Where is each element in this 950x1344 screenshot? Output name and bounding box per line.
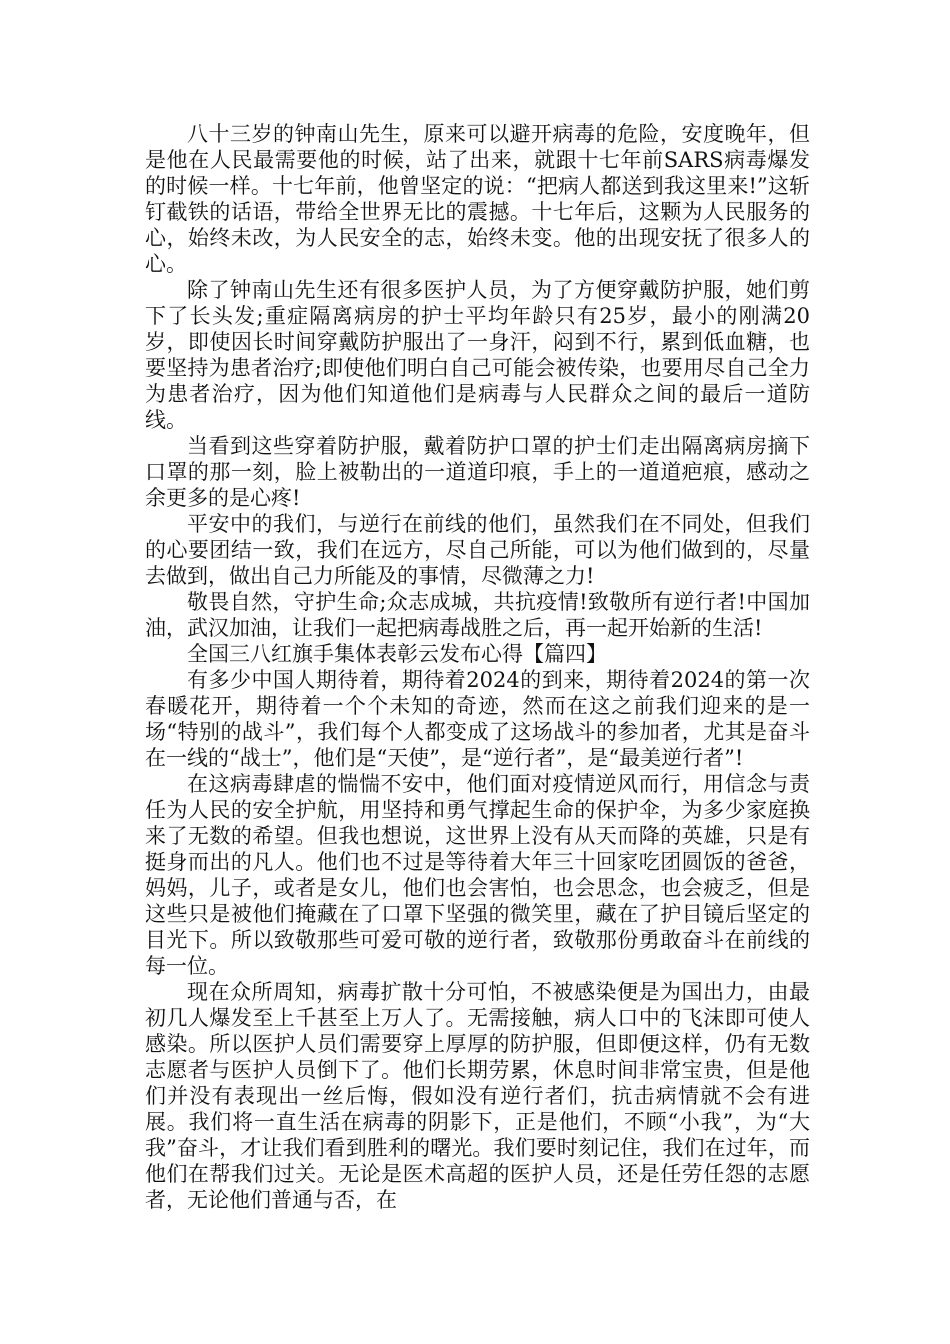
paragraph: 在这病毒肆虐的惴惴不安中，他们面对疫情逆风而行，用信念与责任为人民的安全护航，用坚持和勇气撑起生命的保护伞，为多少家庭换来了无数的希望。但我也想说，这世界上没有从天而降的英雄，只是有挺身而出的凡人。他们也不过是等待着大年三十回家吃团圆饭的爸爸，妈妈，儿子，或者是女儿，他们也会害怕，也会思念，也会疲乏，但是这些只是被他们掩藏在了口罩下坚强的微笑里，藏在了护目镜后坚定的目光下。所以致敬那些可爱可敬的逆行者，致敬那份勇敢奋斗在前线的每一位。 bbox=[145, 772, 810, 978]
paragraph: 敬畏自然，守护生命;众志成城，共抗疫情!致敬所有逆行者!中国加油，武汉加油，让我们一起把病毒战胜之后，再一起开始新的生活! bbox=[145, 590, 810, 640]
document-body bbox=[145, 121, 810, 1213]
paragraph: 平安中的我们，与逆行在前线的他们，虽然我们在不同处，但我们的心要团结一致，我们在远方，尽自己所能，可以为他们做到的，尽量去做到，做出自己力所能及的事情，尽微薄之力! bbox=[145, 512, 810, 588]
paragraph: 八十三岁的钟南山先生，原来可以避开病毒的危险，安度晚年，但是他在人民最需要他的时候，站了出来，就跟十七年前SARS病毒爆发的时候一样。十七年前，他曾坚定的说：“把病人都送到我这里来!”这斩钉截铁的话语，带给全世界无比的震撼。十七年后，这颗为人民服务的心，始终未改，为人民安全的志，始终未变。他的出现安抚了很多人的心。 bbox=[145, 122, 810, 276]
paragraph: 现在众所周知，病毒扩散十分可怕，不被感染便是为国出力，由最初几人爆发至上千甚至上万人了。无需接触，病人口中的飞沫即可使人感染。所以医护人员们需要穿上厚厚的防护服，但即便这样，仍有无数志愿者与医护人员倒下了。他们长期劳累，休息时间非常宝贵，但是他们并没有表现出一丝后悔，假如没有逆行者们，抗击病情就不会有进展。我们将一直生活在病毒的阴影下，正是他们，不顾“小我”，为“大我”奋斗，才让我们看到胜利的曙光。我们要时刻记住，我们在过年，而他们在帮我们过关。无论是医术高超的医护人员，还是任劳任怨的志愿者，无论他们普通与否，在 bbox=[145, 980, 810, 1212]
section-heading: 全国三八红旗手集体表彰云发布心得【篇四】 bbox=[187, 642, 607, 666]
paragraph: 有多少中国人期待着，期待着2024的到来，期待着2024的第一次春暖花开，期待着一个个未知的奇迹，然而在这之前我们迎来的是一场“特别的战斗”，我们每个人都变成了这场战斗的参加者，尤其是奋斗在一线的“战士”，他们是“天使”，是“逆行者”，是“最美逆行者”! bbox=[145, 668, 810, 770]
paragraph: 除了钟南山先生还有很多医护人员，为了方便穿戴防护服，她们剪下了长头发;重症隔离病房的护士平均年龄只有25岁，最小的刚满20岁，即使因长时间穿戴防护服出了一身汗，闷到不行，累到低血糖，也要坚持为患者治疗;即使他们明白自己可能会被传染，也要用尽自己全力为患者治疗，因为他们知道他们是病毒与人民群众之间的最后一道防线。 bbox=[145, 278, 810, 432]
paragraph: 当看到这些穿着防护服，戴着防护口罩的护士们走出隔离病房摘下口罩的那一刻，脸上被勒出的一道道印痕，手上的一道道疤痕，感动之余更多的是心疼! bbox=[145, 434, 810, 510]
